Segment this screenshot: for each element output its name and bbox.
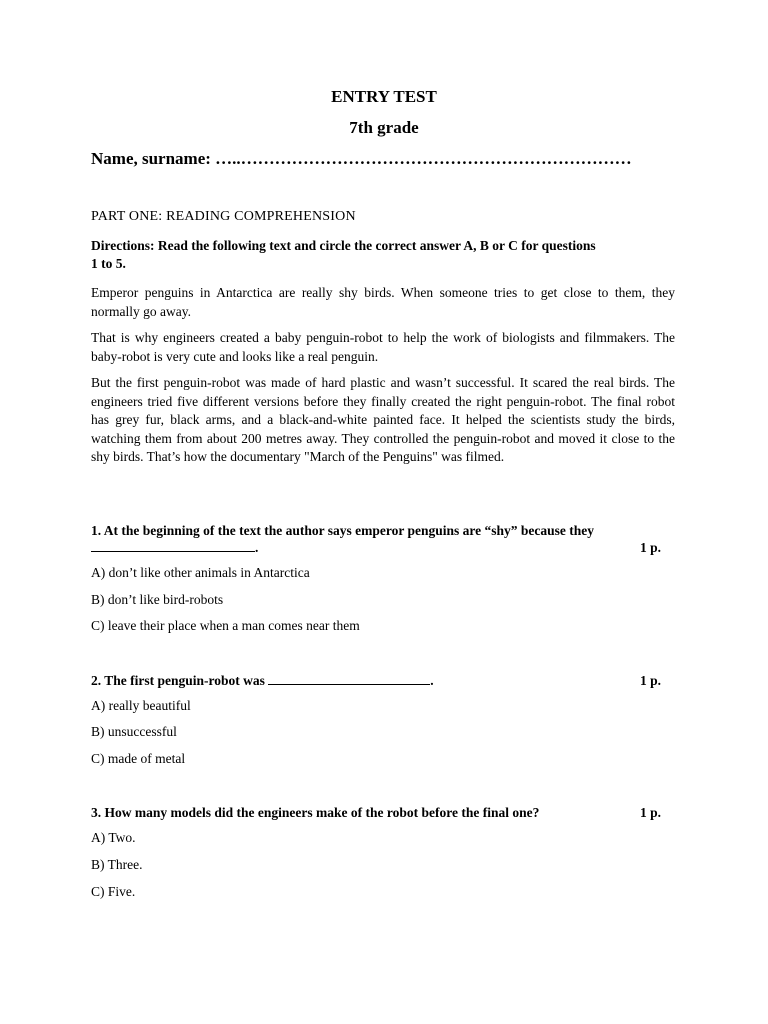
question-2-text: 2. The first penguin-robot was (91, 673, 265, 688)
question-2-option-b[interactable]: B) unsuccessful (91, 724, 177, 739)
question-1-points: 1 p. (640, 540, 662, 555)
reading-paragraph-2: That is why engineers created a baby penguin-robot to help the work of biologists and filmmakers. The baby-robot is very cute and looks like a real penguin. (91, 330, 675, 364)
question-1-text: 1. At the beginning of the text the author says emperor penguins are “shy” because they (91, 523, 595, 538)
directions-line-1: Directions: Read the following text and circle the correct answer A, B or C for questions (91, 238, 596, 253)
question-3-points: 1 p. (640, 805, 662, 820)
directions (91, 237, 681, 273)
name-dots: …..…………………………………………………………… (215, 149, 632, 168)
question-3-option-a[interactable]: A) Two. (91, 830, 136, 845)
name-surname-line[interactable] (91, 149, 632, 169)
part-one-heading: PART ONE: READING COMPREHENSION (91, 209, 356, 224)
question-1-option-c[interactable]: C) leave their place when a man comes near them (91, 618, 360, 633)
question-3 (91, 804, 673, 821)
question-3-option-c[interactable]: C) Five. (91, 884, 136, 899)
question-3-text: 3. How many models did the engineers make of the robot before the final one? (91, 805, 540, 820)
question-1-option-a[interactable]: A) don’t like other animals in Antarctica (91, 565, 310, 580)
directions-line-2: 1 to 5. (91, 256, 126, 271)
question-3-option-b[interactable]: B) Three. (91, 857, 143, 872)
question-2-option-c[interactable]: C) made of metal (91, 751, 186, 766)
reading-paragraph-1: Emperor penguins in Antarctica are really shy birds. When someone tries to get close to them, they normally go away. (91, 285, 675, 319)
grade-label: 7th grade (349, 118, 419, 137)
question-2-points: 1 p. (640, 673, 662, 688)
question-1-blank[interactable] (91, 539, 255, 552)
question-2-option-a[interactable]: A) really beautiful (91, 698, 191, 713)
question-2-blank[interactable] (268, 672, 430, 685)
question-2: 2. The first penguin-robot was . 1 p. (91, 673, 662, 688)
test-title: ENTRY TEST (331, 87, 437, 106)
question-1-option-b[interactable]: B) don’t like bird-robots (91, 592, 224, 607)
question-1: 1. At the beginning of the text the author says emperor penguins are “shy” because they . 1 p. (91, 522, 673, 557)
name-label: Name, surname: (91, 149, 211, 168)
reading-paragraph-3: But the first penguin-robot was made of hard plastic and wasn’t successful. It scared the real birds. The engineers tried five different versions before they finally created the right penguin-robot. The final robot has grey fur, black arms, and a black-and-white painted face. It helped the scientists study the birds, watching them from about 200 metres away. They controlled the penguin-robot and moved it close to the shy birds. That’s how the documentary "March of the Penguins" was filmed. (91, 375, 675, 464)
